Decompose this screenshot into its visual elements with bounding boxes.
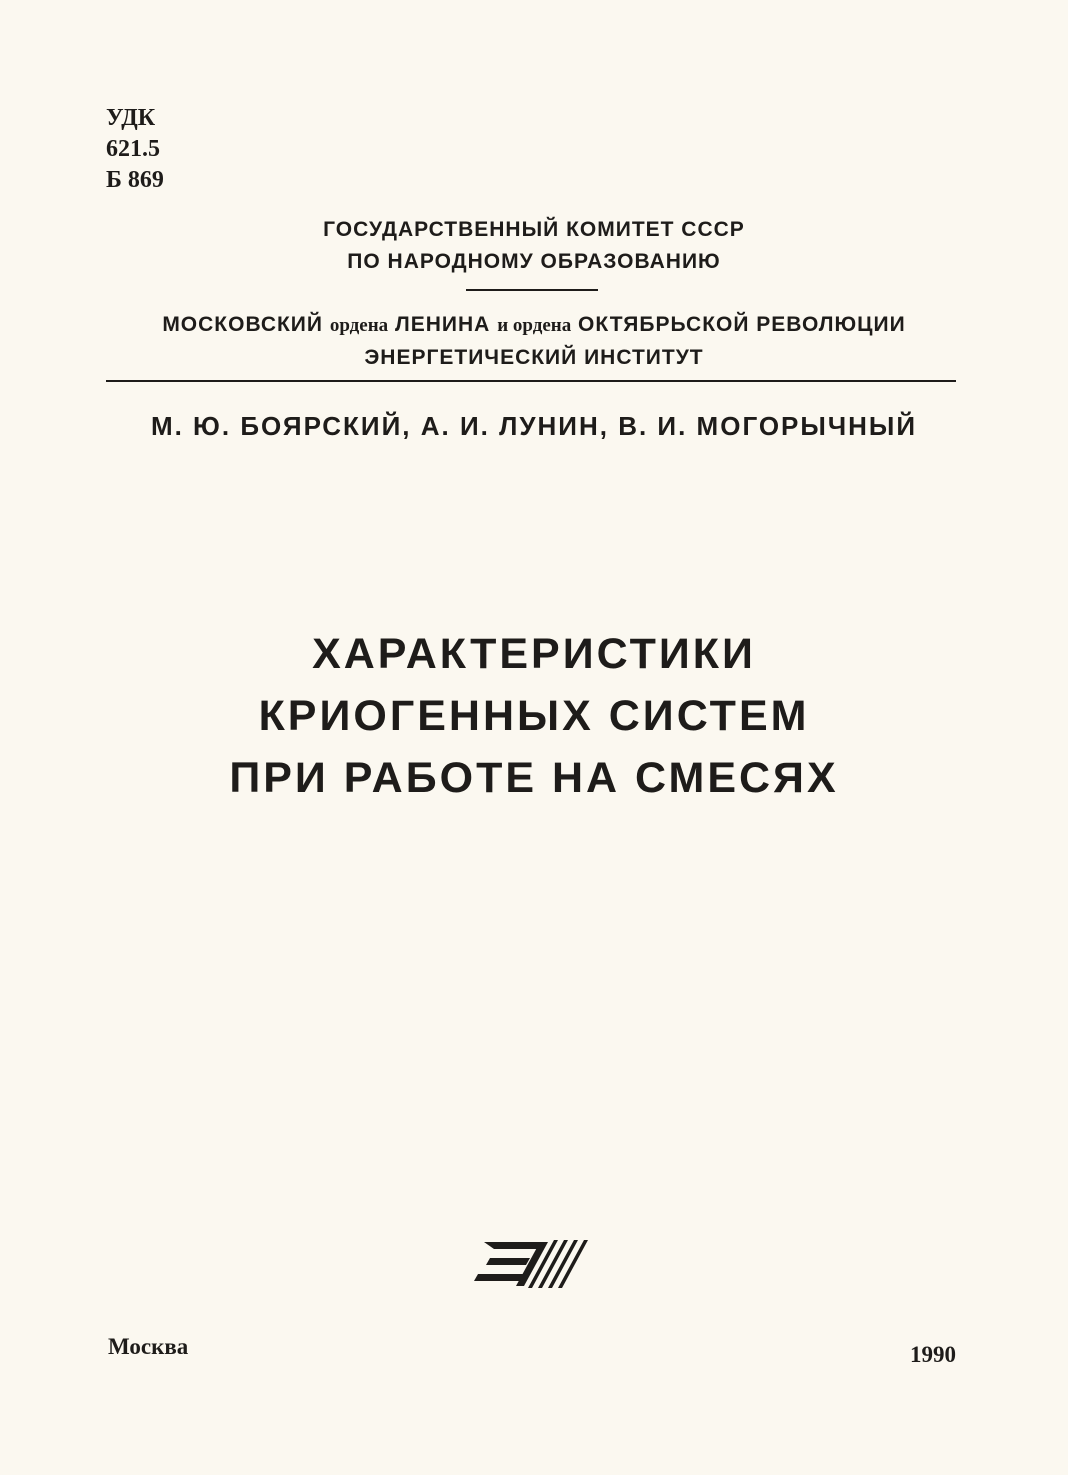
udc-code: 621.5 bbox=[106, 136, 160, 162]
institute-line-1 bbox=[0, 309, 1068, 342]
udc-label: УДК bbox=[106, 105, 156, 131]
udc-block bbox=[106, 103, 164, 196]
mei-publisher-logo-icon bbox=[470, 1236, 592, 1292]
institute-order-word-2: и ордена bbox=[497, 315, 572, 336]
institute-order-lenin: ЛЕНИНА bbox=[395, 313, 491, 336]
short-divider bbox=[466, 289, 598, 291]
book-title bbox=[0, 623, 1068, 809]
institute-order-word: ордена bbox=[329, 315, 389, 336]
institute-order-revolution: ОКТЯБРЬСКОЙ РЕВОЛЮЦИИ bbox=[578, 313, 906, 336]
publication-year: 1990 bbox=[910, 1342, 956, 1367]
institute-line-2: ЭНЕРГЕТИЧЕСКИЙ ИНСТИТУТ bbox=[364, 346, 704, 369]
long-divider bbox=[106, 380, 956, 382]
authors: М. Ю. БОЯРСКИЙ, А. И. ЛУНИН, В. И. МОГОРЫЧНЫЙ bbox=[150, 411, 918, 441]
publication-city: Москва bbox=[108, 1334, 189, 1359]
committee-line-2: ПО НАРОДНОМУ ОБРАЗОВАНИЮ bbox=[347, 250, 721, 273]
title-line-2: КРИОГЕННЫХ СИСТЕМ bbox=[258, 692, 810, 740]
committee-line-1: ГОСУДАРСТВЕННЫЙ КОМИТЕТ СССР bbox=[323, 218, 745, 241]
institute-heading bbox=[0, 309, 1068, 374]
udc-index: Б 869 bbox=[106, 167, 164, 193]
institute-name-part: МОСКОВСКИЙ bbox=[162, 313, 323, 336]
committee-heading bbox=[0, 214, 1068, 278]
title-line-1: ХАРАКТЕРИСТИКИ bbox=[312, 630, 756, 678]
title-line-3: ПРИ РАБОТЕ НА СМЕСЯХ bbox=[229, 754, 839, 802]
